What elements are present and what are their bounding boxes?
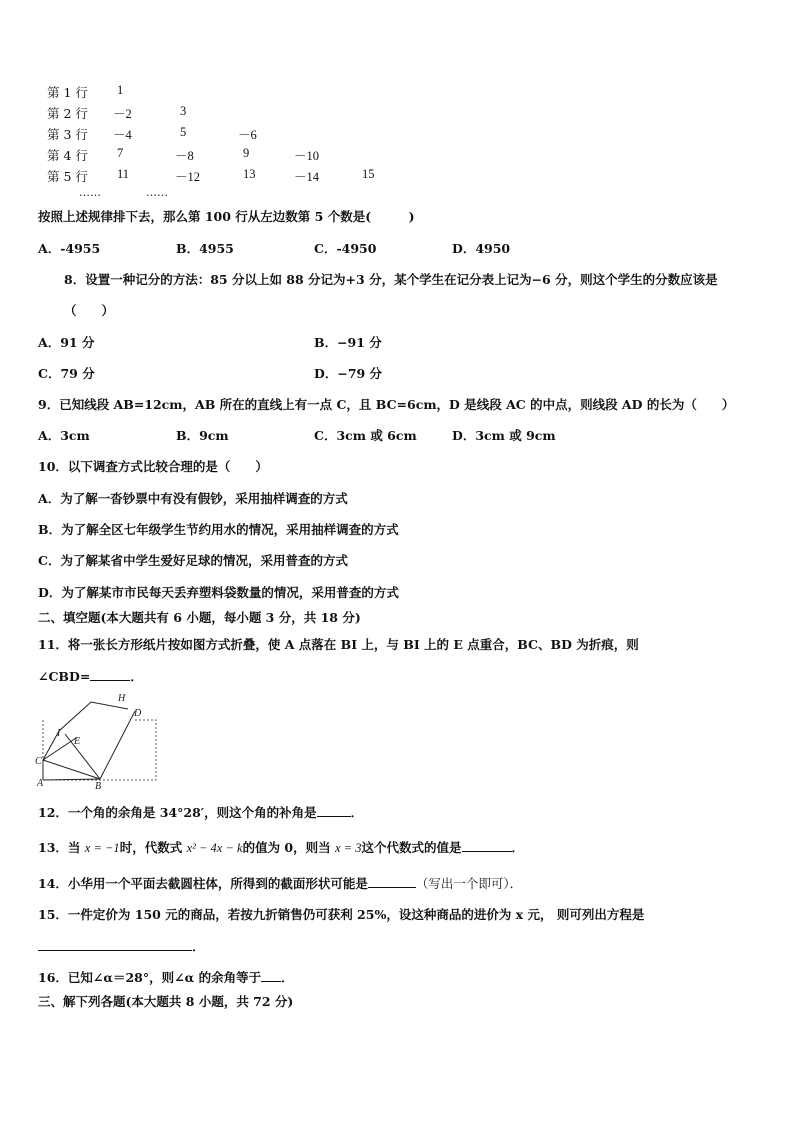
q15-answer-line xyxy=(38,937,205,955)
q10-option-d[interactable]: D．为了解某市市民每天丢弃塑料袋数量的情况，采用普查的方式 xyxy=(38,585,399,600)
q10-option-b[interactable]: B．为了解全区七年级学生节约用水的情况，采用抽样调查的方式 xyxy=(38,522,399,537)
q11-stem: 11．将一张长方形纸片按如图方式折叠，使 A 点落在 BI 上，与 BI 上的 E 点重合，BC、BD 为折痕，则 xyxy=(38,637,639,652)
q15-answer-blank[interactable] xyxy=(38,938,192,951)
q16-prefix: 16．已知∠α＝28°，则∠α 的余角等于 xyxy=(38,970,262,985)
q10-stem: 10．以下调查方式比较合理的是（ ） xyxy=(38,459,268,474)
label-c: C xyxy=(35,756,42,767)
q16-suffix: ． xyxy=(281,970,294,985)
q12-prefix: 12．一个角的余角是 34°28′，则这个角的补角是 xyxy=(38,805,317,820)
label-e: E xyxy=(74,736,81,747)
label-h: H xyxy=(118,693,126,704)
q13 xyxy=(38,838,524,856)
q12 xyxy=(38,803,363,821)
label-d: D xyxy=(134,708,142,719)
pattern-cell: 1 xyxy=(117,83,124,97)
row-label-4: 第 4 行 xyxy=(47,148,88,163)
q13-mid-2: 的值为 0，则当 xyxy=(242,840,331,855)
pattern-cell: －4 xyxy=(113,128,132,142)
q13-prefix: 13．当 xyxy=(38,840,81,855)
q11-suffix: ． xyxy=(130,669,143,684)
q14-answer-blank[interactable] xyxy=(368,875,416,888)
row-label-3: 第 3 行 xyxy=(47,127,88,142)
q11-answer-line xyxy=(38,667,143,685)
pattern-cell: －14 xyxy=(294,170,320,184)
q8-option-c[interactable]: C．79 分 xyxy=(38,366,95,381)
q13-answer-blank[interactable] xyxy=(462,839,512,852)
q13-condition-2: x = 3 xyxy=(335,841,362,855)
q8-option-a[interactable]: A．91 分 xyxy=(38,335,95,350)
fold-line-bd xyxy=(100,711,135,779)
q12-suffix: ． xyxy=(350,805,364,820)
pattern-cell: －8 xyxy=(175,149,194,163)
pattern-cell: 15 xyxy=(362,167,375,181)
q14 xyxy=(38,874,522,892)
label-i: I xyxy=(57,728,61,739)
q7-stem: 按照上述规律排下去，那么第 100 行从左边数第 5 个数是( ) xyxy=(38,209,415,224)
pattern-cell: 9 xyxy=(243,146,250,160)
q9-option-a[interactable]: A．3cm xyxy=(38,428,90,443)
row-label-1: 第 1 行 xyxy=(47,85,88,100)
pattern-cell: 5 xyxy=(180,125,187,139)
q13-mid-1: 时，代数式 xyxy=(119,840,183,855)
q8-stem: 8．设置一种记分的方法：85 分以上如 88 分记为+3 分，某个学生在记分表上记为−6 分，则这个学生的分数应该是 xyxy=(64,272,718,287)
q9-option-d[interactable]: D．3cm 或 9cm xyxy=(452,428,556,443)
q8-option-b[interactable]: B．−91 分 xyxy=(314,335,382,350)
q12-answer-blank[interactable] xyxy=(317,804,351,817)
q7-option-a[interactable]: A．-4955 xyxy=(38,241,101,256)
q13-mid-3: 这个代数式的值是 xyxy=(361,840,462,855)
q14-suffix: （写出一个即可）． xyxy=(415,876,523,891)
q15-stem: 15．一件定价为 150 元的商品，若按九折销售仍可获利 25%，设这种商品的进价为 x 元， 则可列出方程是 xyxy=(38,907,645,922)
pattern-cell: －12 xyxy=(175,170,201,184)
q13-suffix: ． xyxy=(511,840,525,855)
q13-condition-1: x = −1 xyxy=(84,841,120,855)
q13-expression: x² − 4x − k xyxy=(186,841,243,855)
q9-option-b[interactable]: B．9cm xyxy=(176,428,229,443)
q10-option-a[interactable]: A．为了解一沓钞票中有没有假钞，采用抽样调查的方式 xyxy=(38,491,348,506)
q16-answer-blank[interactable] xyxy=(261,969,281,982)
segment-ib xyxy=(65,734,100,779)
pattern-cell: －10 xyxy=(294,149,320,163)
q9-option-c[interactable]: C．3cm 或 6cm xyxy=(314,428,417,443)
q7-option-d[interactable]: D．4950 xyxy=(452,241,511,256)
pattern-cell: 13 xyxy=(243,167,256,181)
section-2-heading: 二、填空题(本大题共有 6 小题，每小题 3 分，共 18 分) xyxy=(38,610,361,625)
pattern-cell: 7 xyxy=(117,146,124,160)
q9-stem: 9．已知线段 AB=12cm，AB 所在的直线上有一点 C，且 BC=6cm，D 是线段 AC 的中点，则线段 AD 的长为（ ） xyxy=(38,397,735,412)
q11-prefix: ∠CBD= xyxy=(38,669,91,684)
pattern-cell: －2 xyxy=(113,107,132,121)
pattern-cell: 11 xyxy=(117,167,130,181)
section-3-heading: 三、解下列各题(本大题共 8 小题，共 72 分) xyxy=(38,994,294,1009)
q8-paren: （ ） xyxy=(64,303,115,318)
q11-answer-blank[interactable] xyxy=(90,668,130,681)
q10-option-c[interactable]: C．为了解某省中学生爱好足球的情况，采用普查的方式 xyxy=(38,553,348,568)
label-b: B xyxy=(95,781,102,792)
q8-option-d[interactable]: D．−79 分 xyxy=(314,366,383,381)
q15-suffix: ． xyxy=(192,939,205,954)
pattern-cell: －6 xyxy=(238,128,257,142)
label-a: A xyxy=(37,778,44,789)
q14-prefix: 14．小华用一个平面去截圆柱体，所得到的截面形状可能是 xyxy=(38,876,368,891)
row-label-5: 第 5 行 xyxy=(47,169,88,184)
q7-option-b[interactable]: B．4955 xyxy=(176,241,234,256)
fold-line-bc xyxy=(43,760,100,779)
row-label-2: 第 2 行 xyxy=(47,106,88,121)
ellipsis: …… xyxy=(79,186,101,199)
folding-figure xyxy=(34,690,164,792)
pattern-cell: 3 xyxy=(180,104,187,118)
q7-option-c[interactable]: C．-4950 xyxy=(314,241,377,256)
q16 xyxy=(38,968,294,986)
ellipsis: …… xyxy=(146,186,168,199)
